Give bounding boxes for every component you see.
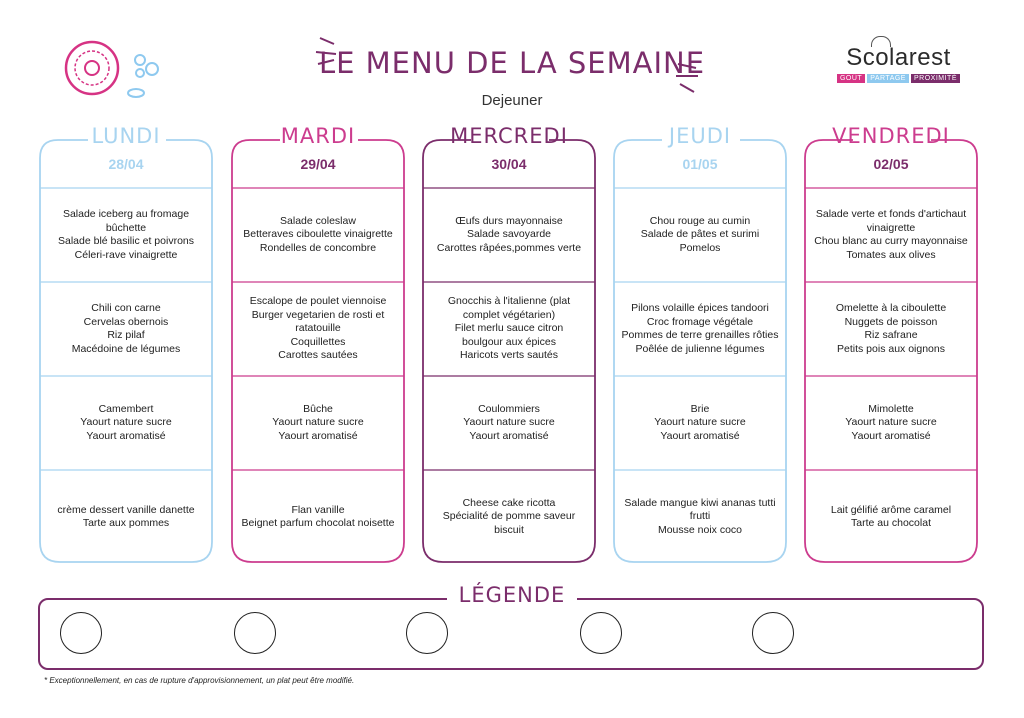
menu-item: Betteraves ciboulette vinaigrette <box>243 228 393 241</box>
menu-item: Croc fromage végétale <box>646 315 754 328</box>
tagline-partage: PARTAGE <box>867 74 909 83</box>
menu-item: Salade mangue kiwi ananas tutti <box>624 496 776 509</box>
starter-cell <box>236 189 400 281</box>
starter-cell <box>427 189 591 281</box>
meal-subtitle: Dejeuner <box>481 92 543 109</box>
menu-item: Yaourt nature sucre <box>845 416 937 429</box>
day-name: VENDREDI <box>832 124 950 148</box>
menu-item: boulgour aux épices <box>462 335 556 348</box>
menu-item: Macédoine de légumes <box>71 342 181 355</box>
menu-item: Omelette à la ciboulette <box>835 302 947 314</box>
menu-item: Tarte au chocolat <box>851 517 931 529</box>
brand-tagline <box>837 74 960 83</box>
starter-cell <box>618 189 782 281</box>
menu-item: Œufs durs mayonnaise <box>455 214 563 227</box>
menu-item: crème dessert vanille danette <box>57 503 195 516</box>
menu-item: ratatouille <box>295 322 341 335</box>
day-name: MARDI <box>280 124 356 148</box>
menu-item: Salade de pâtes et surimi <box>640 228 760 241</box>
dessert-cell <box>618 471 782 563</box>
menu-item: frutti <box>689 510 711 523</box>
menu-item: Céleri-rave vinaigrette <box>74 248 178 261</box>
day-column-0 <box>38 124 214 564</box>
day-name: LUNDI <box>91 124 161 148</box>
day-column-2 <box>421 124 597 564</box>
menu-item: Yaourt aromatisé <box>86 429 166 442</box>
menu-item: Yaourt nature sucre <box>272 416 364 429</box>
menu-item: Haricots verts sautés <box>459 349 559 362</box>
main-course-cell <box>44 283 208 375</box>
dairy-cell <box>427 377 591 469</box>
day-name: MERCREDI <box>450 124 568 148</box>
menu-item: Pommes de terre grenailles rôties <box>621 329 779 341</box>
day-date: 02/05 <box>873 156 909 172</box>
menu-item: bûchette <box>105 221 147 234</box>
tagline-gout: GOÛT <box>837 74 865 83</box>
day-column-3 <box>612 124 788 564</box>
starter-cell <box>809 189 973 281</box>
dessert-cell <box>427 471 591 563</box>
main-course-cell <box>427 283 591 375</box>
menu-item: Yaourt aromatisé <box>469 429 549 442</box>
day-date: 01/05 <box>682 156 718 172</box>
menu-item: Poêlée de julienne légumes <box>635 342 765 355</box>
menu-item: Pilons volaille épices tandoori <box>631 302 769 314</box>
menu-item: Yaourt aromatisé <box>660 429 740 442</box>
chef-hat-icon <box>871 36 891 47</box>
footnote: * Exceptionnellement, en cas de rupture d'approvisionnement, un plat peut être modifié. <box>44 676 355 685</box>
menu-item: Flan vanille <box>291 503 345 516</box>
dessert-cell <box>236 471 400 563</box>
menu-item: Brie <box>690 402 710 415</box>
dairy-cell <box>809 377 973 469</box>
menu-item: Carottes sautées <box>278 349 358 362</box>
brand-name: Scolarest <box>846 44 951 71</box>
menu-item: Mimolette <box>868 402 914 415</box>
menu-item: Salade coleslaw <box>280 214 356 227</box>
dairy-cell <box>618 377 782 469</box>
menu-item: Tomates aux olives <box>846 248 936 261</box>
menu-item: Bûche <box>303 402 333 415</box>
menu-item: complet végétarien) <box>462 308 556 321</box>
menu-item: Salade savoyarde <box>466 228 552 241</box>
day-date: 28/04 <box>108 156 144 172</box>
dairy-cell <box>44 377 208 469</box>
day-column-4 <box>803 124 979 564</box>
legend-symbol-1 <box>60 612 102 654</box>
day-date: 30/04 <box>491 156 527 172</box>
dessert-cell <box>44 471 208 563</box>
menu-item: Filet merlu sauce citron <box>454 322 564 335</box>
legend-symbol-2 <box>234 612 276 654</box>
menu-item: Beignet parfum chocolat noisette <box>241 517 395 529</box>
day-column-1 <box>230 124 406 564</box>
menu-item: Coulommiers <box>478 402 540 415</box>
menu-item: Yaourt aromatisé <box>851 429 931 442</box>
menu-item: Escalope de poulet viennoise <box>249 295 387 308</box>
menu-item: Tarte aux pommes <box>82 517 170 529</box>
dessert-cell <box>809 471 973 563</box>
dairy-cell <box>236 377 400 469</box>
menu-item: Camembert <box>98 402 154 415</box>
menu-item: Pomelos <box>679 241 721 254</box>
day-name: JEUDI <box>668 124 732 148</box>
menu-item: Carottes râpées,pommes verte <box>436 241 582 254</box>
menu-item: Lait gélifié arôme caramel <box>830 503 952 516</box>
menu-item: Cervelas obernois <box>83 315 169 328</box>
day-date: 29/04 <box>300 156 336 172</box>
menu-item: Chou rouge au cumin <box>649 214 751 227</box>
menu-item: vinaigrette <box>866 221 916 234</box>
main-course-cell <box>809 283 973 375</box>
menu-item: Spécialité de pomme saveur <box>442 510 576 523</box>
main-course-cell <box>618 283 782 375</box>
menu-item: Rondelles de concombre <box>259 241 377 254</box>
menu-item: Yaourt nature sucre <box>80 416 172 429</box>
menu-item: Chili con carne <box>91 302 161 314</box>
menu-item: Nuggets de poisson <box>844 315 938 328</box>
menu-item: biscuit <box>494 523 524 536</box>
page-title: LE MENU DE LA SEMAINE <box>318 46 706 80</box>
menu-item: Petits pois aux oignons <box>837 342 945 355</box>
menu-item: Burger vegetarien de rosti et <box>251 308 385 321</box>
main-course-cell <box>236 283 400 375</box>
menu-item: Salade blé basilic et poivrons <box>58 235 194 247</box>
menu-item: Riz pilaf <box>107 329 145 341</box>
menu-item: Yaourt nature sucre <box>654 416 746 429</box>
menu-item: Mousse noix coco <box>657 523 743 536</box>
legend-symbol-3 <box>406 612 448 654</box>
legend-box <box>38 598 984 670</box>
menu-item: Coquillettes <box>290 335 346 348</box>
starter-cell <box>44 189 208 281</box>
legend-title: LÉGENDE <box>0 583 1024 607</box>
brand-logo <box>837 44 960 83</box>
menu-item: Salade verte et fonds d'artichaut <box>815 208 967 220</box>
menu-item: Yaourt nature sucre <box>463 416 555 429</box>
menu-item: Gnocchis à l'italienne (plat <box>447 295 571 308</box>
menu-item: Yaourt aromatisé <box>278 429 358 442</box>
tagline-proximite: PROXIMITÉ <box>911 74 960 83</box>
menu-item: Chou blanc au curry mayonnaise <box>814 235 968 247</box>
legend-symbol-4 <box>580 612 622 654</box>
legend-symbol-5 <box>752 612 794 654</box>
menu-item: Salade iceberg au fromage <box>62 208 190 220</box>
menu-item: Cheese cake ricotta <box>462 496 556 509</box>
menu-item: Riz safrane <box>864 329 918 341</box>
